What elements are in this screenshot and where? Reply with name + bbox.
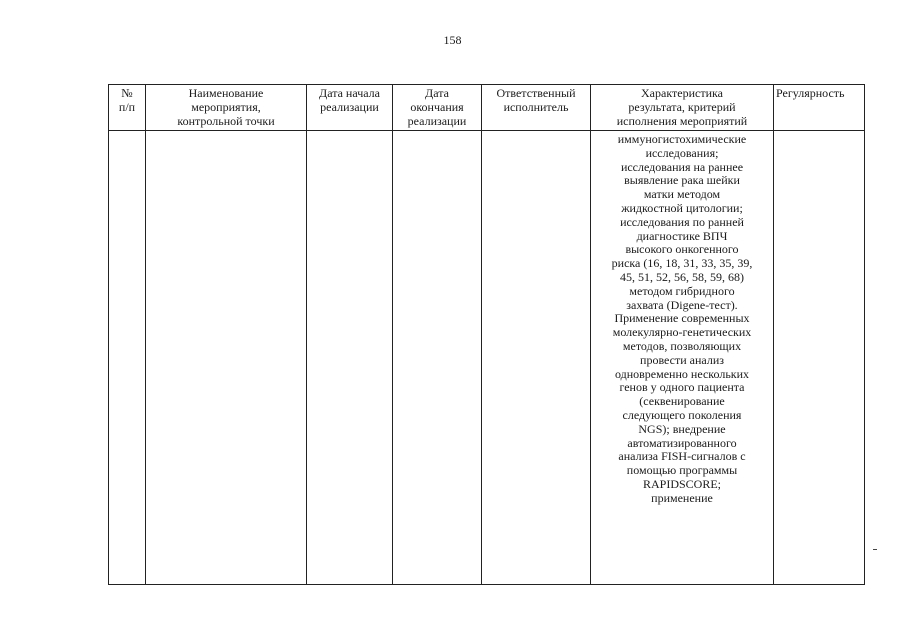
characteristic-line: NGS); внедрение (638, 421, 726, 436)
characteristic-line: провести анализ (640, 352, 724, 367)
characteristic-line: матки методом (643, 187, 721, 202)
header-line: реализации (407, 113, 467, 128)
characteristic-line: иммуногистохимические (617, 132, 747, 146)
header-line: Наименование (188, 86, 264, 100)
header-start-date (307, 85, 393, 131)
characteristic-line: выявление рака шейки (624, 173, 740, 188)
page-number: 158 (443, 33, 462, 47)
characteristic-line: риска (16, 18, 31, 33, 35, 39, (611, 256, 753, 271)
header-line: мероприятия, (191, 99, 261, 114)
characteristic-line: методом гибридного (629, 283, 735, 298)
characteristic-line: одновременно нескольких (614, 366, 750, 381)
header-line: Дата начала (319, 86, 380, 100)
characteristic-line: жидкостной цитологии; (621, 200, 743, 215)
header-regularity (774, 85, 865, 131)
characteristic-line: методов, позволяющих (622, 338, 742, 353)
header-line: результата, критерий (628, 99, 736, 114)
characteristic-line: анализа FISH-сигналов с (618, 449, 746, 464)
characteristic-line: генов у одного пациента (619, 380, 745, 395)
header-line: Регулярность (776, 86, 845, 100)
header-line: п/п (118, 99, 136, 114)
characteristic-line: (секвенирование (639, 394, 725, 409)
cell-number (109, 131, 146, 585)
header-line: Ответственный (496, 86, 576, 100)
characteristic-line: молекулярно-генетических (612, 325, 752, 340)
characteristic-line: RAPIDSCORE; (642, 476, 722, 491)
characteristic-line: исследования; (645, 145, 719, 160)
header-characteristic (591, 85, 774, 131)
cell-responsible (482, 131, 591, 585)
characteristic-line: помощью программы (626, 463, 738, 478)
header-line: Характеристика (641, 86, 723, 100)
header-name (146, 85, 307, 131)
header-line: № (121, 86, 133, 100)
characteristic-line: диагностике ВПЧ (636, 228, 728, 243)
characteristic-line: следующего поколения (622, 407, 742, 422)
characteristic-line: 45, 51, 52, 56, 58, 59, 68) (620, 269, 744, 284)
characteristic-line: исследования по ранней (620, 214, 744, 229)
cell-end-date (393, 131, 482, 585)
characteristic-line: применение (651, 490, 713, 505)
table-header-row (109, 85, 865, 131)
header-line: окончания (410, 99, 464, 114)
measures-table (108, 84, 865, 585)
header-line: исполнения мероприятий (616, 113, 748, 128)
header-end-date (393, 85, 482, 131)
header-line: контрольной точки (177, 113, 275, 128)
characteristic-line: высокого онкогенного (625, 242, 739, 257)
cell-regularity (774, 131, 865, 585)
cell-characteristic (591, 131, 774, 585)
table-row (109, 131, 865, 585)
characteristic-line: захвата (Digene-тест). (626, 297, 738, 312)
header-line: Дата (425, 86, 449, 100)
cell-name (146, 131, 307, 585)
header-line: исполнитель (503, 99, 569, 114)
header-responsible (482, 85, 591, 131)
characteristic-line: Применение современных (614, 311, 750, 326)
characteristic-line: исследования на раннее (620, 159, 744, 174)
header-line: реализации (320, 99, 379, 114)
scan-mark (873, 549, 877, 550)
characteristic-line: автоматизированного (627, 435, 737, 450)
cell-start-date (307, 131, 393, 585)
header-number (109, 85, 146, 131)
